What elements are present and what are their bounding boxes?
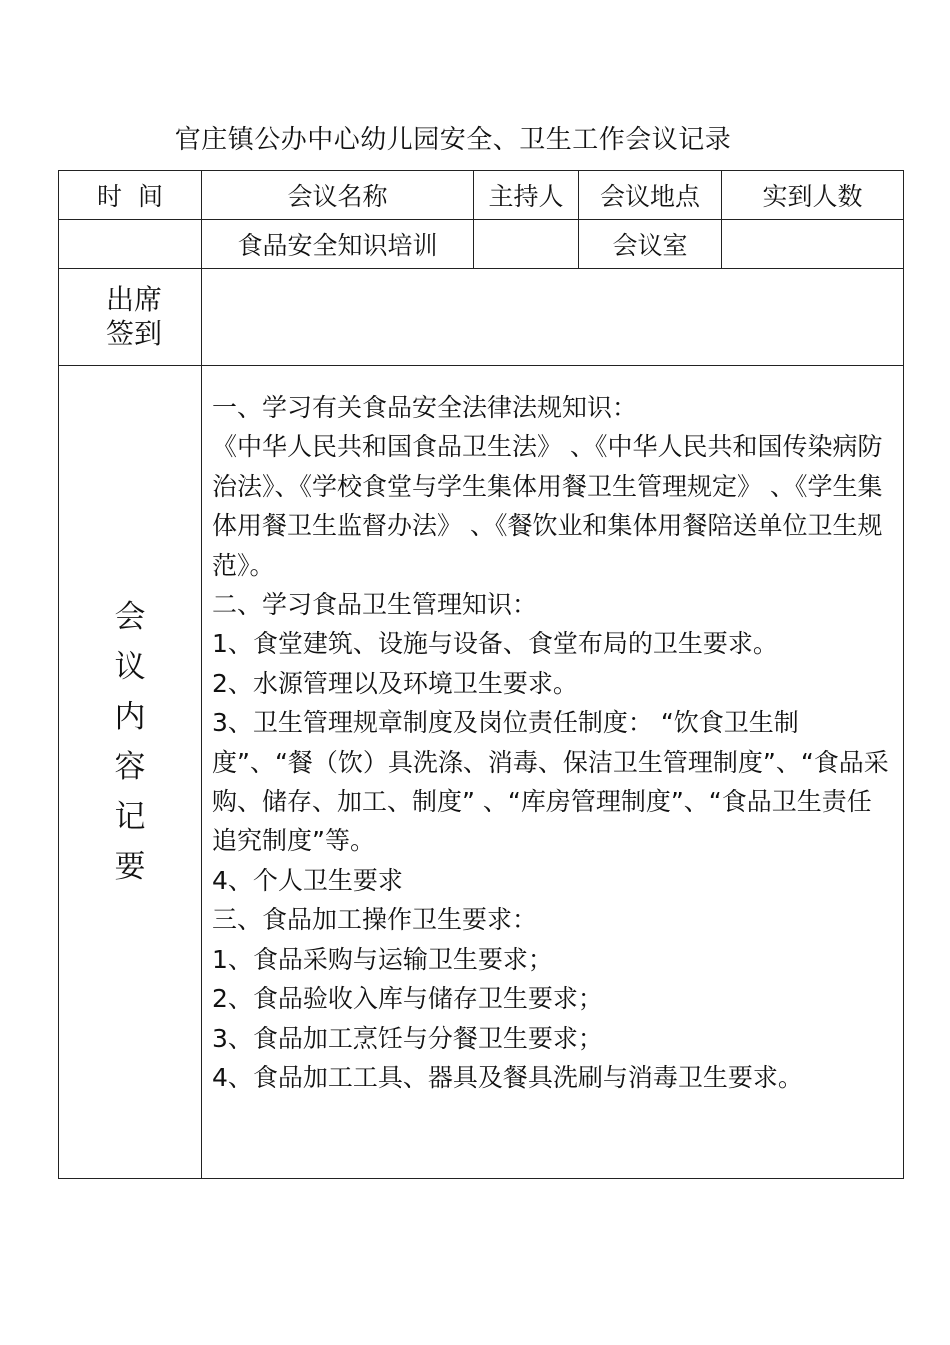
- location-value: 会议室: [579, 220, 722, 269]
- meeting-name-value: 食品安全知识培训: [202, 220, 474, 269]
- sign-in-label: [98, 283, 162, 351]
- notes-line: 一、学习有关食品安全法律法规知识：: [212, 393, 638, 422]
- notes-label-char: 容: [114, 749, 146, 785]
- sign-in-label-line2: 签到: [105, 317, 162, 350]
- notes-line: 2、水源管理以及环境卫生要求。: [212, 668, 578, 698]
- notes-line: 1、食堂建筑、设施与设备、食堂布局的卫生要求。: [212, 629, 778, 659]
- host-value: [474, 220, 579, 269]
- header-meeting-name: 会议名称: [202, 171, 474, 220]
- notes-line: 1、食品采购与运输卫生要求；: [212, 944, 553, 974]
- notes-line: 三、食品加工操作卫生要求：: [212, 905, 538, 935]
- time-value: [59, 220, 202, 269]
- notes-line: 3、食品加工烹饪与分餐卫生要求；: [212, 1023, 603, 1053]
- header-host: 主持人: [474, 171, 579, 220]
- notes-line: 二、学习食品卫生管理知识：: [212, 590, 538, 620]
- notes-content: [202, 366, 904, 1179]
- header-location: 会议地点: [579, 171, 722, 220]
- sign-in-row: [59, 269, 904, 366]
- sign-in-label-line1: 出席: [105, 283, 162, 316]
- meeting-record-table: [58, 170, 904, 1179]
- notes-label-char: 内: [114, 699, 146, 735]
- sign-in-label-cell: [59, 269, 202, 366]
- notes-line: 4、食品加工工具、器具及餐具洗刷与消毒卫生要求。: [212, 1062, 803, 1092]
- notes-line: 4、个人卫生要求: [212, 865, 403, 895]
- attendance-value: [722, 220, 904, 269]
- notes-label-char: 会: [114, 599, 146, 635]
- data-row: [59, 220, 904, 269]
- notes-line: 《中华人民共和国食品卫生法》 、《中华人民共和国传染病防治法》、《学校食堂与学生集体用餐卫生管理规定》 、《学生集体用餐卫生监督办法》 、《餐饮业和集体用餐陪送单位卫生规范》。: [212, 432, 883, 580]
- notes-label: [110, 592, 150, 892]
- sign-in-content: [202, 269, 904, 366]
- notes-label-char: 要: [114, 849, 146, 885]
- notes-line: 3、卫生管理规章制度及岗位责任制度： “饮食卫生制度”、“餐（饮）具洗涤、消毒、保洁卫生管理制度”、“食品采购、储存、加工、制度” 、“库房管理制度”、“食品卫生责任追究制度”等。: [212, 708, 889, 856]
- notes-label-cell: [59, 366, 202, 1179]
- notes-label-char: 议: [114, 649, 146, 685]
- header-time: 时 间: [59, 171, 202, 220]
- document-title: 官庄镇公办中心幼儿园安全、卫生工作会议记录: [174, 125, 732, 155]
- notes-label-char: 记: [114, 799, 146, 835]
- header-attendance: 实到人数: [722, 171, 904, 220]
- notes-line: 2、食品验收入库与储存卫生要求；: [212, 984, 603, 1014]
- header-row: [59, 171, 904, 220]
- notes-row: [59, 366, 904, 1179]
